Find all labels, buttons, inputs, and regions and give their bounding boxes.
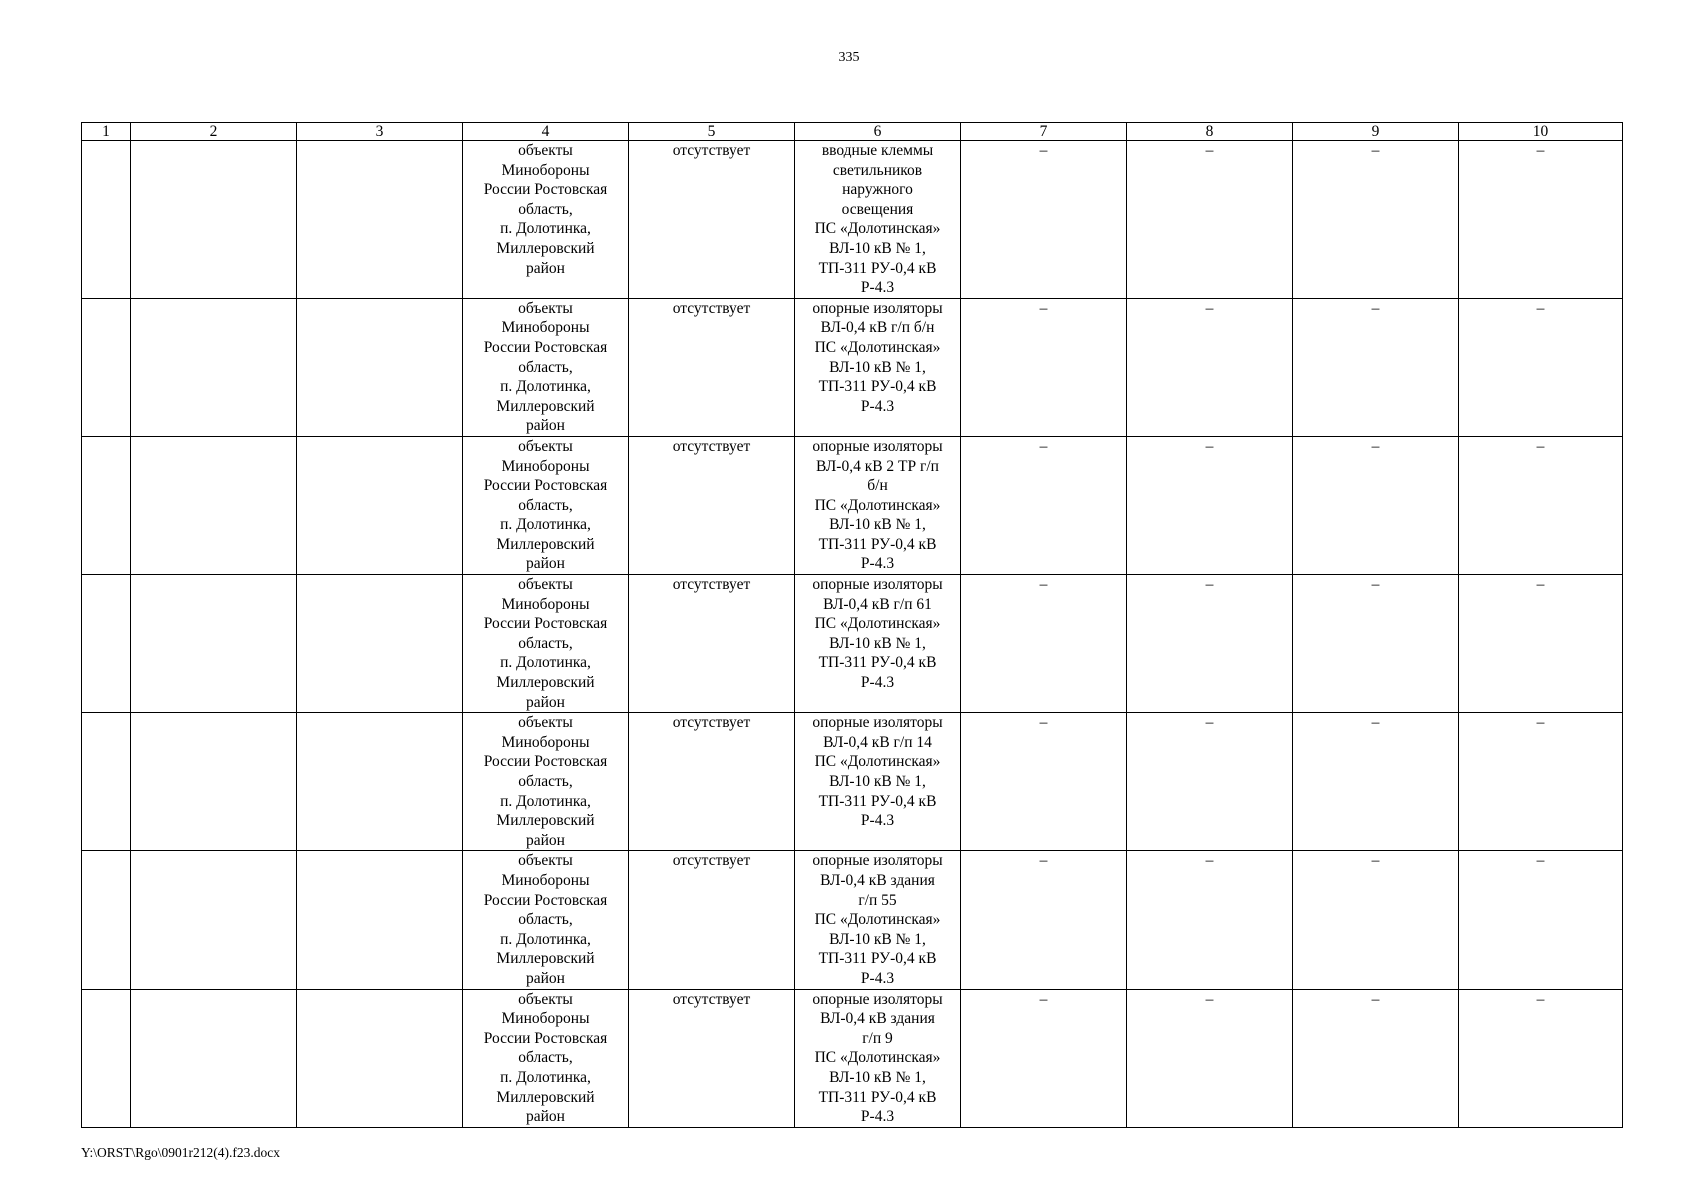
- table-cell: –: [1293, 436, 1459, 574]
- table-cell: отсутствует: [629, 436, 795, 574]
- table-row: [82, 989, 1623, 1127]
- table-cell: [82, 989, 131, 1127]
- table-cell: –: [1127, 141, 1293, 299]
- table-cell: [297, 141, 463, 299]
- table-cell: –: [1459, 713, 1623, 851]
- column-header: 10: [1459, 123, 1623, 141]
- table-cell: [131, 141, 297, 299]
- table-cell: опорные изоляторы ВЛ-0,4 кВ здания г/п 9 ПС «Долотинская» ВЛ-10 кВ № 1, ТП-311 РУ-0,4 кВ Р-4.3: [795, 989, 961, 1127]
- table-cell: [297, 989, 463, 1127]
- table-cell: опорные изоляторы ВЛ-0,4 кВ г/п б/н ПС «Долотинская» ВЛ-10 кВ № 1, ТП-311 РУ-0,4 кВ Р-4.3: [795, 298, 961, 436]
- table-row: [82, 851, 1623, 989]
- column-header: 9: [1293, 123, 1459, 141]
- table-cell: объекты Минобороны России Ростовская область, п. Долотинка, Миллеровский район: [463, 575, 629, 713]
- table-cell: –: [1127, 436, 1293, 574]
- table-cell: –: [961, 851, 1127, 989]
- table-cell: –: [1459, 298, 1623, 436]
- column-header: 1: [82, 123, 131, 141]
- column-header: 5: [629, 123, 795, 141]
- table-row: [82, 298, 1623, 436]
- table-cell: отсутствует: [629, 141, 795, 299]
- table-cell: объекты Минобороны России Ростовская область, п. Долотинка, Миллеровский район: [463, 989, 629, 1127]
- table-cell: –: [1459, 141, 1623, 299]
- table-cell: –: [961, 298, 1127, 436]
- table-row: [82, 141, 1623, 299]
- table-cell: объекты Минобороны России Ростовская область, п. Долотинка, Миллеровский район: [463, 436, 629, 574]
- table-cell: –: [1293, 575, 1459, 713]
- column-header: 7: [961, 123, 1127, 141]
- table-cell: –: [961, 713, 1127, 851]
- table-cell: –: [1293, 713, 1459, 851]
- table-cell: [297, 713, 463, 851]
- page-number: 335: [838, 50, 860, 65]
- column-header: 2: [131, 123, 297, 141]
- table-cell: –: [1293, 989, 1459, 1127]
- table-cell: опорные изоляторы ВЛ-0,4 кВ 2 ТР г/п б/н ПС «Долотинская» ВЛ-10 кВ № 1, ТП-311 РУ-0,4 кВ Р-4.3: [795, 436, 961, 574]
- table-cell: [297, 436, 463, 574]
- table-cell: [131, 436, 297, 574]
- table-cell: –: [1459, 989, 1623, 1127]
- table-cell: [131, 851, 297, 989]
- column-header: 6: [795, 123, 961, 141]
- table-row: [82, 575, 1623, 713]
- table-cell: –: [1127, 713, 1293, 851]
- table-cell: –: [1293, 851, 1459, 989]
- table-cell: [82, 141, 131, 299]
- table-cell: отсутствует: [629, 298, 795, 436]
- column-header: 4: [463, 123, 629, 141]
- table-cell: –: [961, 989, 1127, 1127]
- table-cell: объекты Минобороны России Ростовская область, п. Долотинка, Миллеровский район: [463, 713, 629, 851]
- table-cell: [82, 575, 131, 713]
- table-cell: [82, 851, 131, 989]
- table-cell: [131, 575, 297, 713]
- table-cell: –: [1127, 989, 1293, 1127]
- table-cell: [297, 851, 463, 989]
- table-cell: –: [1127, 298, 1293, 436]
- table-cell: –: [961, 436, 1127, 574]
- table-cell: –: [1459, 436, 1623, 574]
- table-cell: отсутствует: [629, 575, 795, 713]
- column-header: 8: [1127, 123, 1293, 141]
- table-cell: объекты Минобороны России Ростовская область, п. Долотинка, Миллеровский район: [463, 298, 629, 436]
- file-path-footer: Y:\ORST\Rgo\0901r212(4).f23.docx: [81, 1145, 280, 1160]
- table-cell: –: [1293, 298, 1459, 436]
- table-cell: –: [1293, 141, 1459, 299]
- table-cell: –: [1459, 851, 1623, 989]
- table-cell: [131, 989, 297, 1127]
- table-cell: [297, 298, 463, 436]
- table-cell: –: [1127, 851, 1293, 989]
- table-cell: опорные изоляторы ВЛ-0,4 кВ г/п 61 ПС «Долотинская» ВЛ-10 кВ № 1, ТП-311 РУ-0,4 кВ Р-4.3: [795, 575, 961, 713]
- table-cell: –: [1127, 575, 1293, 713]
- table-row: [82, 436, 1623, 574]
- table-row: [82, 713, 1623, 851]
- table-cell: отсутствует: [629, 851, 795, 989]
- table-cell: объекты Минобороны России Ростовская область, п. Долотинка, Миллеровский район: [463, 851, 629, 989]
- data-table: [81, 122, 1623, 1128]
- column-header: 3: [297, 123, 463, 141]
- table-cell: [131, 713, 297, 851]
- table-cell: опорные изоляторы ВЛ-0,4 кВ здания г/п 55 ПС «Долотинская» ВЛ-10 кВ № 1, ТП-311 РУ-0,4 кВ Р-4.3: [795, 851, 961, 989]
- table-cell: [82, 713, 131, 851]
- table-cell: вводные клеммы светильников наружного освещения ПС «Долотинская» ВЛ-10 кВ № 1, ТП-311 РУ-0,4 кВ Р-4.3: [795, 141, 961, 299]
- table-cell: [82, 298, 131, 436]
- table-cell: –: [1459, 575, 1623, 713]
- table-cell: –: [961, 575, 1127, 713]
- table-cell: опорные изоляторы ВЛ-0,4 кВ г/п 14 ПС «Долотинская» ВЛ-10 кВ № 1, ТП-311 РУ-0,4 кВ Р-4.3: [795, 713, 961, 851]
- table-header-row: [82, 123, 1623, 141]
- table-cell: объекты Минобороны России Ростовская область, п. Долотинка, Миллеровский район: [463, 141, 629, 299]
- table-cell: –: [961, 141, 1127, 299]
- table-cell: [131, 298, 297, 436]
- table-cell: отсутствует: [629, 989, 795, 1127]
- table-cell: [297, 575, 463, 713]
- table-cell: [82, 436, 131, 574]
- table-cell: отсутствует: [629, 713, 795, 851]
